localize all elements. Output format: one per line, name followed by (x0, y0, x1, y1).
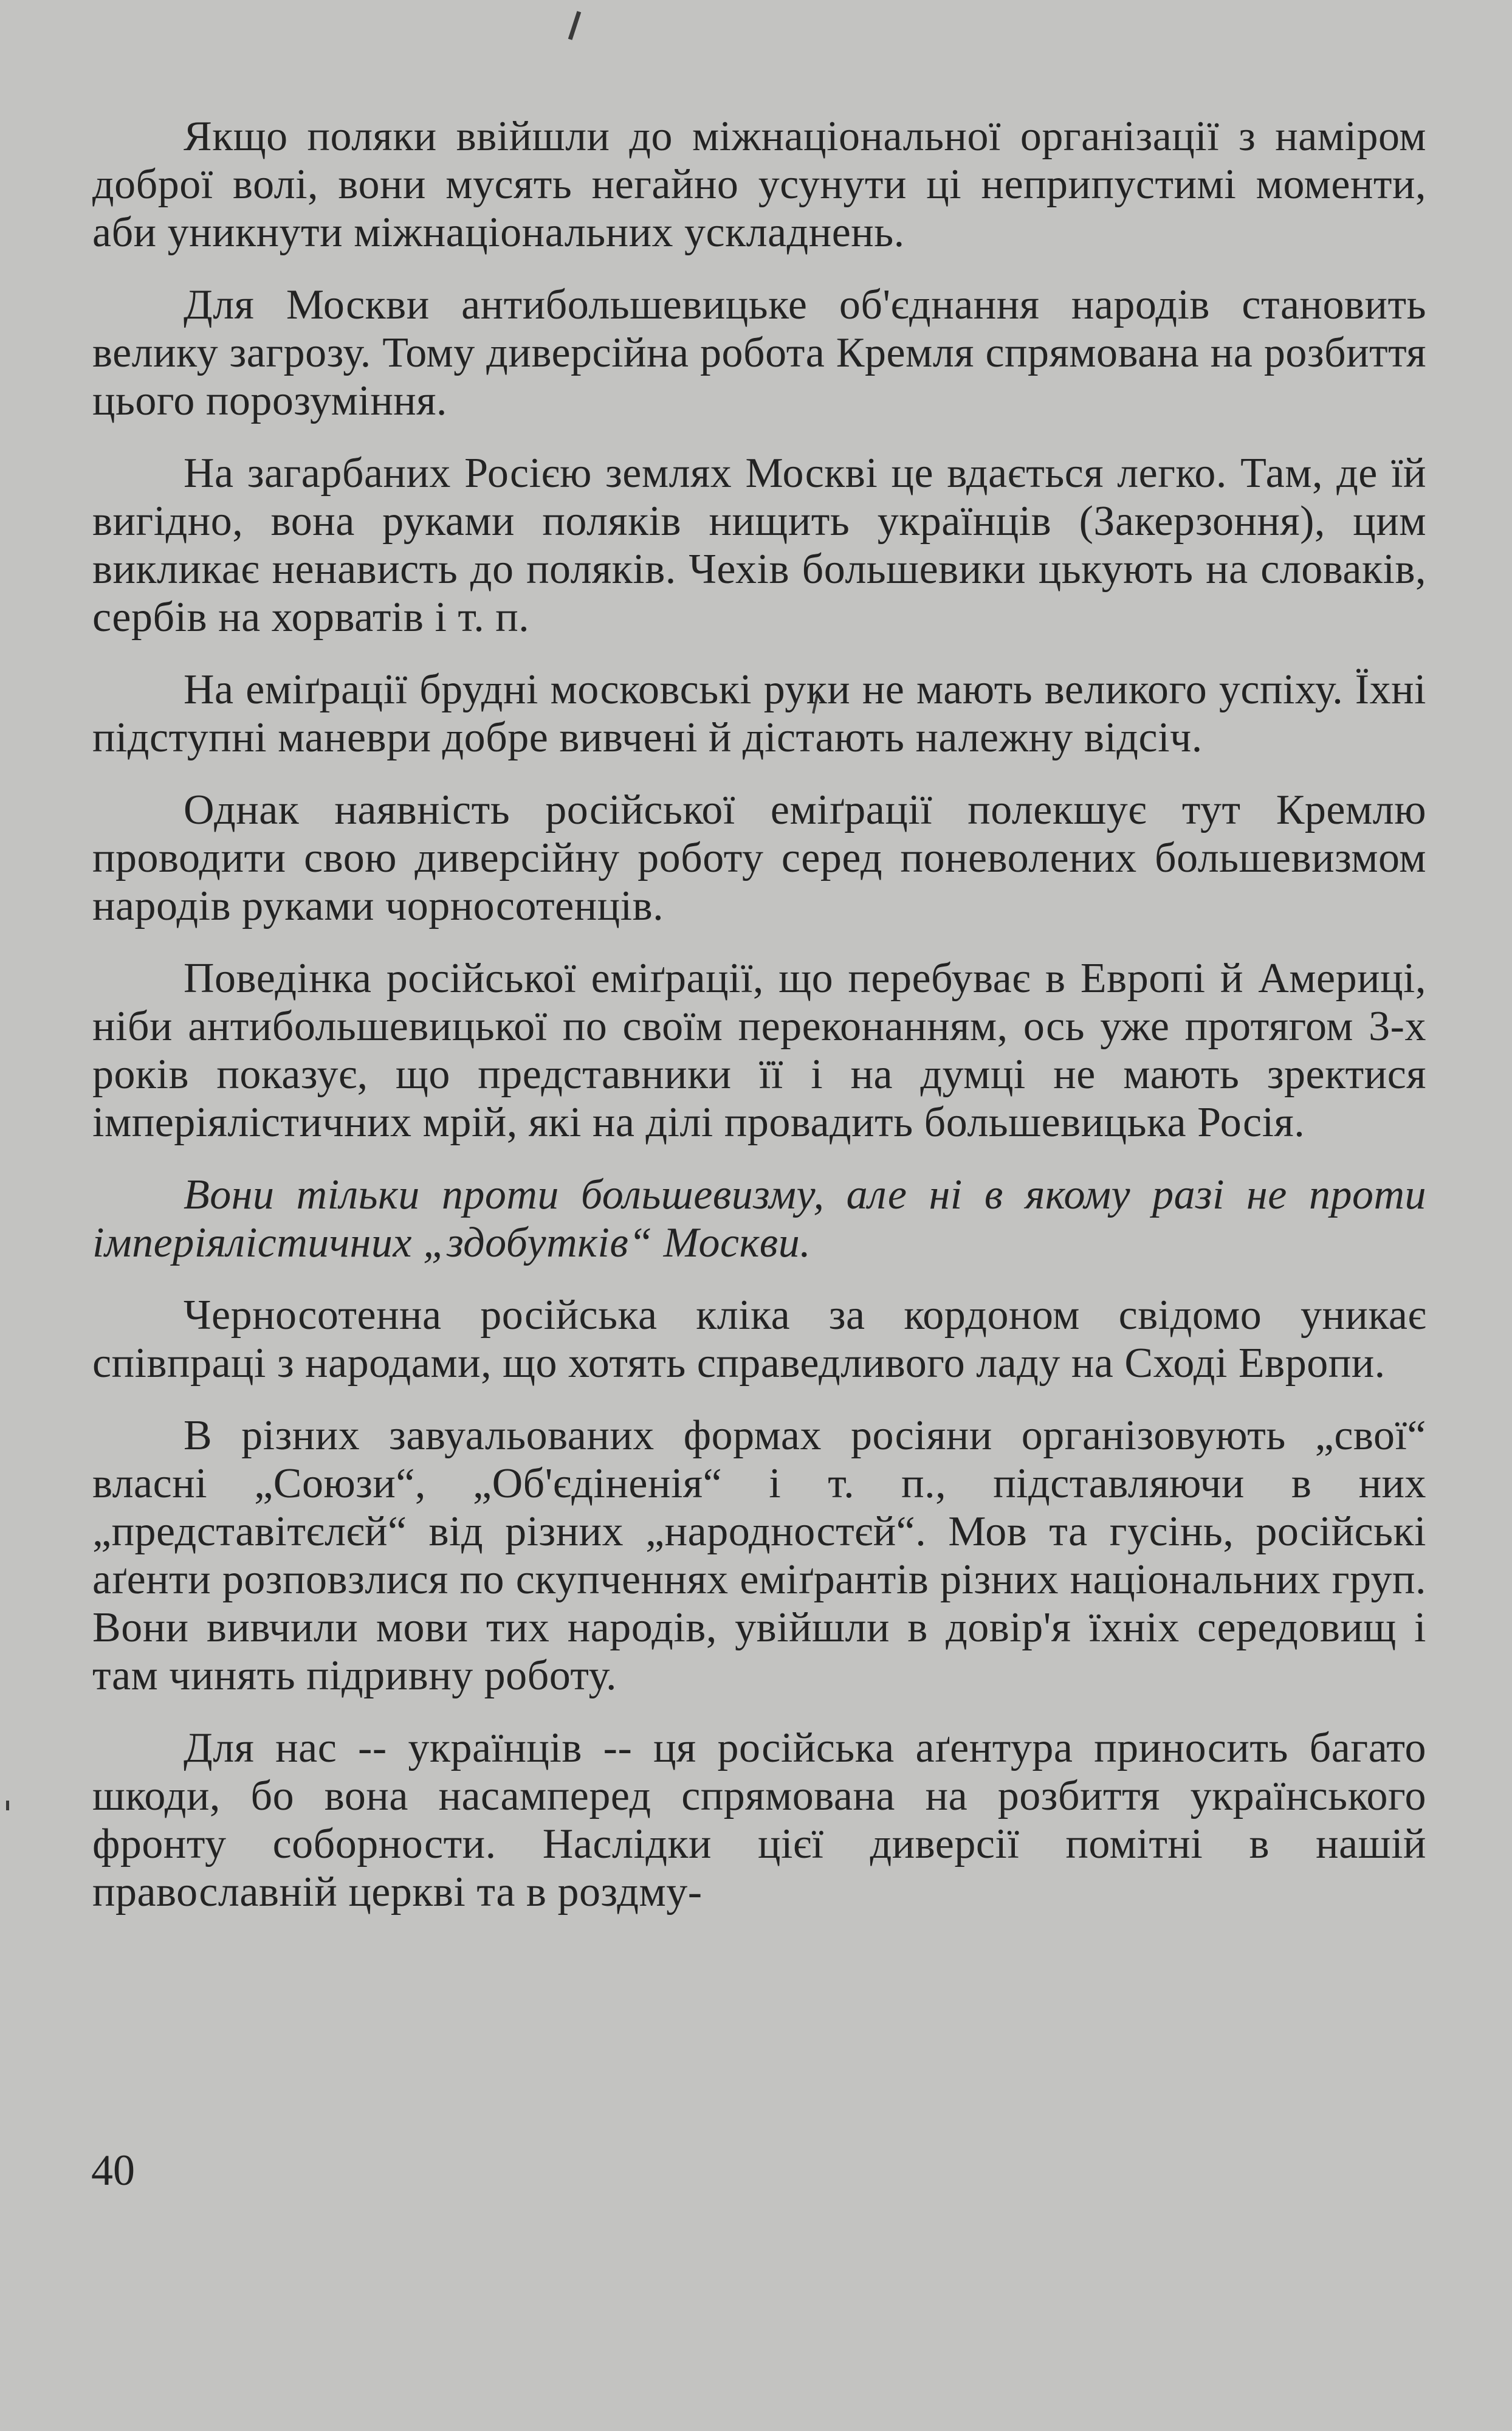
paragraph: Для нас -- українців -- ця російська аґентура приносить багато шкоди, бо вона насамперед спрямована на розбиття українського фронту соборности. Наслідки цієї диверсії помітні в нашій православній церкві та в роздму- (92, 1725, 1426, 1915)
paragraph: Якщо поляки ввійшли до міжнаціональної організації з наміром доброї волі, вони мусять негайно усунути ці неприпустимі моменти, аби уникнути міжнаціональних ускладнень. (92, 113, 1426, 256)
paragraph: Черносотенна російська кліка за кордоном свідомо уникає співпраці з народами, що хотять справедливого ладу на Сході Европи. (92, 1292, 1426, 1387)
paragraph: На загарбаних Росією землях Москві це вдається легко. Там, де їй вигідно, вона руками поляків нищить українців (Закерзоння), цим викликає ненависть до поляків. Чехів большевики цькують на словаків, сербів на хорватів і т. п. (92, 450, 1426, 641)
ink-mark (568, 11, 581, 40)
italic-paragraph: Вони тільки проти большевизму, але ні в якому разі не проти імперіялістичних „здобутків“ Москви. (92, 1171, 1426, 1266)
paragraph: Поведінка російської еміґрації, що перебуває в Европі й Америці, ніби антибольшевицької по своїм переконанням, ось уже протягом 3-х років показує, що представники її і на думці не мають зректися імперіялістичних мрій, які на ділі провадить большевицька Росія. (92, 955, 1426, 1146)
paragraph: На еміґрації брудні московські руки не мають великого успіху. Їхні підступні маневри добре вивчені й дістають належну відсіч. (92, 666, 1426, 761)
paragraph: Однак наявність російської еміґрації полекшує тут Кремлю проводити свою диверсійну роботу серед поневолених большевизмом народів руками чорносотенців. (92, 787, 1426, 929)
page-number: 40 (91, 2146, 135, 2195)
paragraph: Для Москви антибольшевицьке об'єднання народів становить велику загрозу. Тому диверсійна робота Кремля спрямована на розбиття цього порозуміння. (92, 281, 1426, 424)
ink-mark (6, 1801, 9, 1810)
paragraph: В різних завуальованих формах росіяни організовують „свої“ власні „Союзи“, „Об'єдіненія“ і т. п., підставляючи в них „представітєлєй“ від різних „народностєй“. Мов та гусінь, російські аґенти розповзлися по скупченнях еміґрантів різних національних груп. Вони вивчили мови тих народів, увійшли в довір'я їхніх середовищ і там чинять підривну роботу. (92, 1412, 1426, 1699)
body-text (92, 112, 1426, 1940)
